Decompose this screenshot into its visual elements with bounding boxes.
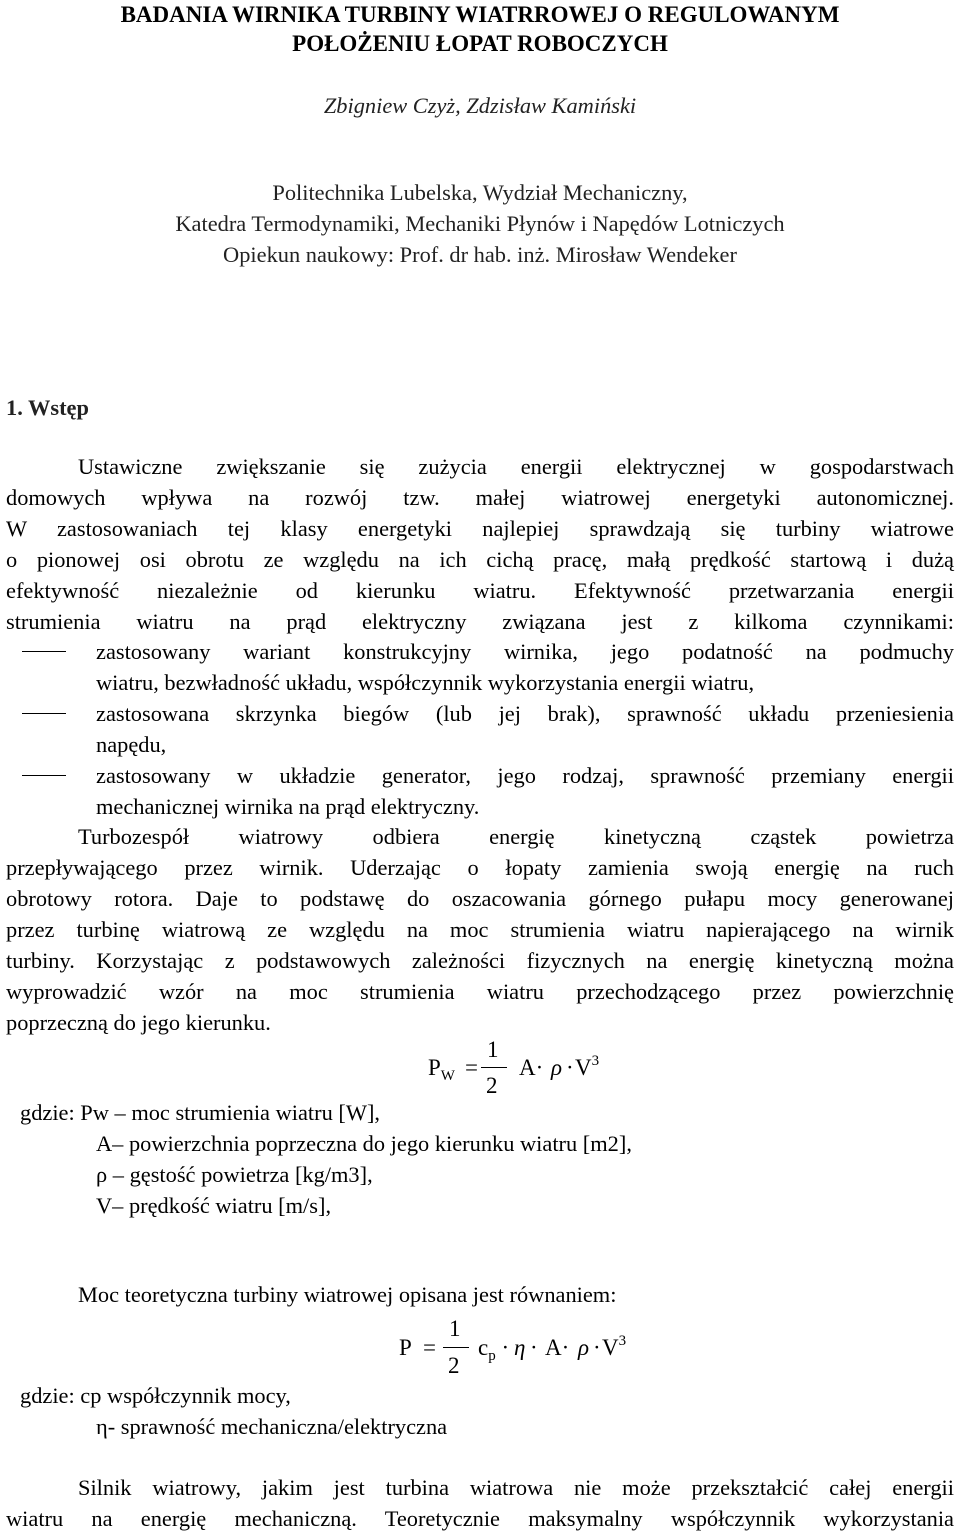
formula-equals: = [423, 1335, 436, 1360]
paragraph-line: poprzeczną do jego kierunku. [6, 1010, 271, 1035]
formula-numerator: 1 [487, 1037, 499, 1062]
definition-line: gdzie: cp współczynnik mocy, [20, 1383, 291, 1408]
title-line-2: POŁOŻENIU ŁOPAT ROBOCZYCH [292, 31, 668, 56]
paragraph-line: wyprowadzić wzór na moc strumienia wiatru przechodzącego przez powierzchnię [6, 979, 954, 1004]
authors: Zbigniew Czyż, Zdzisław Kamiński [323, 93, 637, 118]
list-item [96, 760, 954, 822]
formula-rho: ρ [551, 1055, 563, 1080]
formula-denominator: 2 [486, 1073, 498, 1098]
fraction-bar [443, 1347, 469, 1348]
formula-lhs: $P_W$ [428, 1055, 455, 1084]
affiliation [0, 177, 960, 270]
affiliation-line: Opiekun naukowy: Prof. dr hab. inż. Mirosław Wendeker [223, 242, 737, 267]
dash-bullet-icon [22, 651, 66, 652]
section-heading: 1. Wstęp [6, 395, 89, 420]
list-item-line: zastosowana skrzynka biegów (lub jej brak), sprawność układu przeniesienia [96, 701, 954, 726]
paragraph-line: Silnik wiatrowy, jakim jest turbina wiatrowa nie może przekształcić całej energii [78, 1475, 954, 1500]
list-item [96, 698, 954, 760]
formula-lhs: P [399, 1335, 412, 1360]
paragraph-line: efektywność niezależnie od kierunku wiatru. Efektywność przetwarzania energii [6, 578, 954, 603]
paragraph-line: o pionowej osi obrotu ze względu na ich cichą pracę, małą prędkość startową i dużą [6, 547, 954, 572]
formula-rho: ρ [578, 1335, 590, 1360]
paragraph-engine [6, 1472, 954, 1534]
dash-bullet-icon [22, 775, 66, 776]
paragraph-line: obrotowy rotora. Daje to podstawę do oszacowania górnego pułapu mocy generowanej [6, 886, 954, 911]
definition-line: η- sprawność mechaniczna/elektryczna [96, 1414, 448, 1439]
formula-dot: · [530, 1335, 538, 1360]
formula-cp: $c_p$ · [478, 1335, 510, 1364]
paragraph-line: strumienia wiatru na prąd elektryczny związana jest z kilkoma czynnikami: [6, 609, 954, 634]
list-item-line: zastosowany w układzie generator, jego rodzaj, sprawność przemiany energii [96, 763, 954, 788]
formula-eta: η [514, 1335, 526, 1360]
paragraph-intro [6, 451, 954, 637]
paragraph-line: wiatru na energię mechaniczną. Teoretycznie maksymalny współczynnik wykorzystania [6, 1506, 954, 1531]
list-item-line: mechanicznej wirnika na prąd elektryczny. [96, 794, 480, 819]
list-item-line: zastosowany wariant konstrukcyjny wirnika, jego podatność na podmuchy [96, 639, 954, 664]
formula-dot: · [566, 1055, 574, 1080]
list-item [96, 636, 954, 698]
affiliation-line: Katedra Termodynamiki, Mechaniki Płynów i Napędów Lotniczych [175, 211, 785, 236]
paragraph-line: W zastosowaniach tej klasy energetyki najlepiej sprawdzają się turbiny wiatrowe [6, 516, 954, 541]
paragraph-line: przepływającego przez wirnik. Uderzając o łopaty zamienia swoją energię na ruch [6, 855, 954, 880]
definition-line: A– powierzchnia poprzeczna do jego kierunku wiatru [m2], [96, 1131, 632, 1156]
formula-equals: = [465, 1055, 478, 1080]
document-title [60, 0, 900, 58]
formula-v: $V^3$ [575, 1053, 600, 1080]
formula-dot: · [593, 1335, 601, 1360]
formula-term-a: A· [545, 1335, 570, 1360]
list-item-line: napędu, [96, 732, 167, 757]
paragraph-line: domowych wpływa na rozwój tzw. małej wiatrowej energetyki autonomicznej. [6, 485, 954, 510]
title-line-1: BADANIA WIRNIKA TURBINY WIATRROWEJ O REGULOWANYM [120, 2, 840, 27]
paragraph-line: Turbozespół wiatrowy odbiera energię kinetyczną cząstek powietrza [78, 824, 954, 849]
formula-term-a: A· [519, 1055, 544, 1080]
affiliation-line: Politechnika Lubelska, Wydział Mechaniczny, [272, 180, 688, 205]
fraction-bar [481, 1067, 507, 1068]
definition-line: V– prędkość wiatru [m/s], [96, 1193, 332, 1218]
definition-line: gdzie: Pw – moc strumienia wiatru [W], [20, 1100, 381, 1125]
paragraph-line: Ustawiczne zwiększanie się zużycia energii elektrycznej w gospodarstwach [78, 454, 954, 479]
formula-numerator: 1 [449, 1316, 461, 1341]
dash-bullet-icon [22, 713, 66, 714]
formula-denominator: 2 [448, 1353, 460, 1378]
paragraph-theoretical-power: Moc teoretyczna turbiny wiatrowej opisana jest równaniem: [78, 1282, 617, 1307]
formula-v: $V^3$ [602, 1333, 627, 1360]
paragraph-line: turbiny. Korzystając z podstawowych zależności fizycznych na energię kinetyczną można [6, 948, 954, 973]
definition-line: ρ – gęstość powietrza [kg/m3], [96, 1162, 373, 1187]
list-item-line: wiatru, bezwładność układu, współczynnik wykorzystania energii wiatru, [96, 670, 755, 695]
paragraph-turbine [6, 821, 954, 1038]
paragraph-line: przez turbinę wiatrową ze względu na moc strumienia wiatru napierającego na wirnik [6, 917, 954, 942]
